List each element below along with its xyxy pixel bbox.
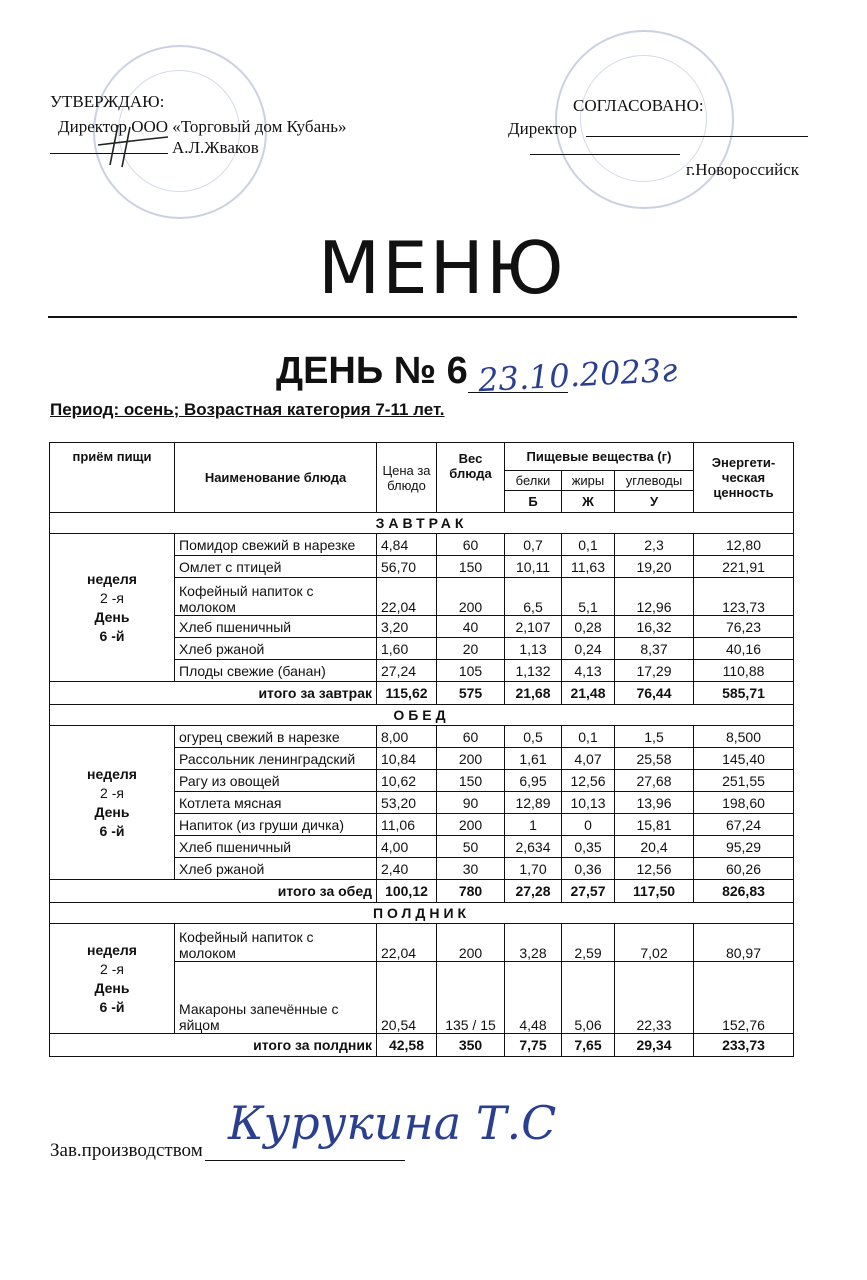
cell-value: 8,37: [615, 638, 694, 660]
period-line: Период: осень; Возрастная категория 7-11 лет.: [50, 400, 445, 419]
approve-title: УТВЕРЖДАЮ:: [50, 92, 165, 111]
meal-cell: [50, 726, 175, 880]
dish-name: огурец свежий в нарезке: [175, 726, 377, 748]
cell-value: 50: [437, 836, 505, 858]
cell-value: 19,20: [615, 556, 694, 578]
section-title: ПОЛДНИК: [50, 903, 794, 924]
cell-value: 20: [437, 638, 505, 660]
cell-value: 2,3: [615, 534, 694, 556]
dish-name: Хлеб пшеничный: [175, 836, 377, 858]
cell-value: 3,20: [377, 616, 437, 638]
cell-value: 4,13: [562, 660, 615, 682]
cell-value: 12,56: [562, 770, 615, 792]
total-value: 115,62: [377, 682, 437, 705]
cell-value: 145,40: [694, 748, 794, 770]
cell-value: 16,32: [615, 616, 694, 638]
cell-value: 27,68: [615, 770, 694, 792]
cell-value: 53,20: [377, 792, 437, 814]
total-label: итого за завтрак: [50, 682, 377, 705]
cell-value: 0,35: [562, 836, 615, 858]
total-label: итого за полдник: [50, 1034, 377, 1057]
cell-value: 200: [437, 924, 505, 962]
cell-value: 7,02: [615, 924, 694, 962]
dish-name: Хлеб пшеничный: [175, 616, 377, 638]
cell-value: 30: [437, 858, 505, 880]
col-f: Ж: [562, 491, 615, 513]
cell-value: 2,59: [562, 924, 615, 962]
agree-title: СОГЛАСОВАНО:: [573, 96, 704, 115]
dish-name: Макароны запечённые с яйцом: [175, 962, 377, 1034]
col-meal: приём пищи: [50, 443, 175, 513]
cell-value: 60,26: [694, 858, 794, 880]
meal-label-week-no: 2 -я: [100, 960, 124, 977]
total-value: 826,83: [694, 880, 794, 903]
total-value: 780: [437, 880, 505, 903]
col-carbs: углеводы: [615, 471, 694, 491]
cell-value: 4,00: [377, 836, 437, 858]
cell-value: 12,96: [615, 578, 694, 616]
total-row: [50, 682, 794, 705]
total-value: 585,71: [694, 682, 794, 705]
cell-value: 67,24: [694, 814, 794, 836]
meal-label-day-no: 6 -й: [99, 627, 125, 644]
total-value: 21,68: [505, 682, 562, 705]
cell-value: 152,76: [694, 962, 794, 1034]
dish-name: Плоды свежие (банан): [175, 660, 377, 682]
cell-value: 12,89: [505, 792, 562, 814]
cell-value: 105: [437, 660, 505, 682]
cell-value: 5,1: [562, 578, 615, 616]
dish-name: Рассольник ленинградский: [175, 748, 377, 770]
total-value: 350: [437, 1034, 505, 1057]
cell-value: 76,23: [694, 616, 794, 638]
cell-value: 40,16: [694, 638, 794, 660]
cell-value: 22,04: [377, 924, 437, 962]
total-value: 29,34: [615, 1034, 694, 1057]
cell-value: 6,95: [505, 770, 562, 792]
meal-label-week: неделя: [87, 941, 137, 958]
section-header: [50, 705, 794, 726]
cell-value: 13,96: [615, 792, 694, 814]
meal-cell: [50, 924, 175, 1034]
cell-value: 150: [437, 556, 505, 578]
total-row: [50, 1034, 794, 1057]
cell-value: 1,70: [505, 858, 562, 880]
agree-signature-line: [586, 136, 808, 137]
cell-value: 0,28: [562, 616, 615, 638]
meal-label-day-no: 6 -й: [99, 998, 125, 1015]
meal-label-day: День: [94, 803, 130, 820]
cell-value: 4,07: [562, 748, 615, 770]
dish-name: Котлета мясная: [175, 792, 377, 814]
cell-value: 2,40: [377, 858, 437, 880]
table-row: [50, 534, 794, 556]
cell-value: 12,80: [694, 534, 794, 556]
cell-value: 40: [437, 616, 505, 638]
cell-value: 0,24: [562, 638, 615, 660]
cell-value: 110,88: [694, 660, 794, 682]
dish-name: Помидор свежий в нарезке: [175, 534, 377, 556]
dish-name: Кофейный напиток с молоком: [175, 578, 377, 616]
meal-label-day-no: 6 -й: [99, 822, 125, 839]
cell-value: 6,5: [505, 578, 562, 616]
footer-label: Зав.производством: [50, 1140, 203, 1161]
cell-value: 11,06: [377, 814, 437, 836]
total-label: итого за обед: [50, 880, 377, 903]
cell-value: 2,634: [505, 836, 562, 858]
cell-value: 60: [437, 726, 505, 748]
cell-value: 221,91: [694, 556, 794, 578]
dish-name: Хлеб ржаной: [175, 858, 377, 880]
cell-value: 8,500: [694, 726, 794, 748]
section-title: ОБЕД: [50, 705, 794, 726]
cell-value: 1,61: [505, 748, 562, 770]
cell-value: 12,56: [615, 858, 694, 880]
meal-label-week: неделя: [87, 570, 137, 587]
cell-value: 0,7: [505, 534, 562, 556]
cell-value: 5,06: [562, 962, 615, 1034]
col-c: У: [615, 491, 694, 513]
cell-value: 200: [437, 578, 505, 616]
footer-signature-line: [205, 1160, 405, 1161]
col-energy: Энергети-ческая ценность: [694, 443, 794, 513]
meal-label-week-no: 2 -я: [100, 784, 124, 801]
cell-value: 123,73: [694, 578, 794, 616]
dish-name: Хлеб ржаной: [175, 638, 377, 660]
section-title: ЗАВТРАК: [50, 513, 794, 534]
cell-value: 60: [437, 534, 505, 556]
cell-value: 200: [437, 748, 505, 770]
col-p: Б: [505, 491, 562, 513]
cell-value: 251,55: [694, 770, 794, 792]
meal-label-day: День: [94, 979, 130, 996]
col-dish: Наименование блюда: [175, 443, 377, 513]
cell-value: 0,1: [562, 534, 615, 556]
meal-label-day: День: [94, 608, 130, 625]
meal-label-week: неделя: [87, 765, 137, 782]
total-value: 42,58: [377, 1034, 437, 1057]
cell-value: 15,81: [615, 814, 694, 836]
col-protein: белки: [505, 471, 562, 491]
agree-position: Директор: [508, 119, 577, 138]
cell-value: 10,11: [505, 556, 562, 578]
total-value: 117,50: [615, 880, 694, 903]
approve-name: А.Л.Жваков: [172, 138, 259, 157]
cell-value: 0,36: [562, 858, 615, 880]
col-fat: жиры: [562, 471, 615, 491]
cell-value: 1,13: [505, 638, 562, 660]
approve-signature-mark: [90, 115, 180, 175]
cell-value: 10,62: [377, 770, 437, 792]
meal-label-week-no: 2 -я: [100, 589, 124, 606]
dish-name: Омлет с птицей: [175, 556, 377, 578]
total-value: 233,73: [694, 1034, 794, 1057]
cell-value: 20,54: [377, 962, 437, 1034]
dish-name: Рагу из овощей: [175, 770, 377, 792]
cell-value: 200: [437, 814, 505, 836]
total-row: [50, 880, 794, 903]
cell-value: 3,28: [505, 924, 562, 962]
meal-cell: [50, 534, 175, 682]
cell-value: 22,04: [377, 578, 437, 616]
menu-table: [49, 442, 794, 1057]
day-label: ДЕНЬ № 6: [276, 350, 468, 392]
cell-value: 10,13: [562, 792, 615, 814]
total-value: 27,28: [505, 880, 562, 903]
total-value: 575: [437, 682, 505, 705]
cell-value: 25,58: [615, 748, 694, 770]
footer-signature: Курукина Т.С: [228, 1096, 557, 1150]
approve-position: Директор ООО «Торговый дом Кубань»: [58, 117, 347, 136]
cell-value: 8,00: [377, 726, 437, 748]
cell-value: 27,24: [377, 660, 437, 682]
total-value: 27,57: [562, 880, 615, 903]
table-row: [50, 924, 794, 962]
cell-value: 1,132: [505, 660, 562, 682]
cell-value: 1: [505, 814, 562, 836]
cell-value: 11,63: [562, 556, 615, 578]
agree-city: г.Новороссийск: [686, 160, 800, 179]
section-header: [50, 903, 794, 924]
dish-name: Напиток (из груши дичка): [175, 814, 377, 836]
section-header: [50, 513, 794, 534]
total-value: 21,48: [562, 682, 615, 705]
col-weight: Вес блюда: [437, 443, 505, 513]
cell-value: 135 / 15: [437, 962, 505, 1034]
cell-value: 1,60: [377, 638, 437, 660]
cell-value: 4,84: [377, 534, 437, 556]
cell-value: 56,70: [377, 556, 437, 578]
total-value: 76,44: [615, 682, 694, 705]
col-nutrients: Пищевые вещества (г): [505, 443, 694, 471]
agree-city-line: [530, 154, 680, 155]
cell-value: 80,97: [694, 924, 794, 962]
total-value: 7,65: [562, 1034, 615, 1057]
day-date: 23.10.2023г: [477, 350, 679, 400]
cell-value: 10,84: [377, 748, 437, 770]
total-value: 7,75: [505, 1034, 562, 1057]
cell-value: 4,48: [505, 962, 562, 1034]
cell-value: 150: [437, 770, 505, 792]
page-title: МЕНЮ: [318, 226, 566, 310]
cell-value: 0,1: [562, 726, 615, 748]
total-value: 100,12: [377, 880, 437, 903]
cell-value: 2,107: [505, 616, 562, 638]
cell-value: 0: [562, 814, 615, 836]
col-price: Цена за блюдо: [377, 443, 437, 513]
cell-value: 90: [437, 792, 505, 814]
cell-value: 22,33: [615, 962, 694, 1034]
cell-value: 198,60: [694, 792, 794, 814]
title-underline: [48, 316, 797, 318]
cell-value: 0,5: [505, 726, 562, 748]
dish-name: Кофейный напиток с молоком: [175, 924, 377, 962]
cell-value: 1,5: [615, 726, 694, 748]
table-row: [50, 726, 794, 748]
cell-value: 17,29: [615, 660, 694, 682]
cell-value: 20,4: [615, 836, 694, 858]
cell-value: 95,29: [694, 836, 794, 858]
